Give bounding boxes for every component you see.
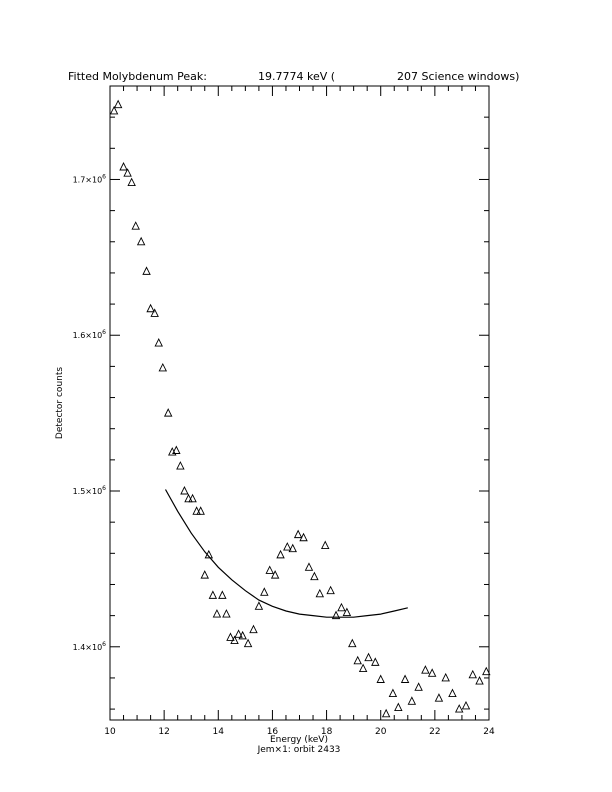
data-point (327, 587, 334, 594)
data-point (442, 674, 449, 681)
data-point (181, 487, 188, 494)
data-point (138, 238, 145, 245)
y-tick-labels (73, 173, 107, 651)
plot-frame (110, 86, 489, 720)
x-tick-label: 10 (104, 727, 116, 737)
data-point (223, 610, 230, 617)
x-tick-label: 24 (483, 727, 495, 737)
data-point (402, 675, 409, 682)
data-point (295, 531, 302, 538)
data-point (383, 710, 390, 717)
x-tick-label: 18 (320, 727, 333, 737)
chart-title-3: 207 Science windows) (397, 70, 520, 83)
data-point (422, 666, 429, 673)
data-point (429, 669, 436, 676)
x-tick-label: 20 (374, 727, 387, 737)
data-point (115, 101, 122, 108)
data-point (311, 573, 318, 580)
data-point (165, 409, 172, 416)
data-point (250, 626, 257, 633)
chart-title-1: Fitted Molybdenum Peak: (68, 70, 207, 83)
data-point (277, 551, 284, 558)
data-point (266, 566, 273, 573)
chart-title-2: 19.7774 keV ( (258, 70, 336, 83)
data-point (338, 604, 345, 611)
data-point (173, 447, 180, 454)
y-tick-label: $1.6\times 10^6$ (72, 329, 106, 341)
data-point (469, 671, 476, 678)
data-point (159, 364, 166, 371)
x-tick-label: 14 (212, 727, 225, 737)
data-point (201, 571, 208, 578)
data-point (305, 563, 312, 570)
axis-ticks (110, 86, 489, 720)
data-point (349, 640, 356, 647)
data-point (235, 630, 242, 637)
data-point (476, 677, 483, 684)
data-point (462, 702, 469, 709)
x-axis-label: Energy (keV) (270, 735, 328, 745)
data-point (456, 705, 463, 712)
data-point (389, 690, 396, 697)
data-point (209, 591, 216, 598)
x-tick-label: 22 (429, 727, 441, 737)
data-point (155, 339, 162, 346)
data-point (449, 690, 456, 697)
data-point (354, 657, 361, 664)
data-point (219, 591, 226, 598)
data-point (360, 665, 367, 672)
data-point (322, 542, 329, 549)
y-axis-label: Detector counts (55, 366, 65, 440)
data-point (395, 704, 402, 711)
data-point (284, 543, 291, 550)
data-point (132, 222, 139, 229)
x-tick-label: 12 (158, 727, 170, 737)
chart-subtitle: Jem×1: orbit 2433 (257, 745, 341, 755)
data-point (408, 697, 415, 704)
data-point (213, 610, 220, 617)
y-tick-label: $1.5\times 10^6$ (72, 485, 106, 497)
y-tick-label: $1.7\times 10^6$ (72, 173, 106, 185)
data-point (435, 694, 442, 701)
data-point (372, 658, 379, 665)
y-tick-label: $1.4\times 10^6$ (72, 640, 106, 652)
data-point (377, 675, 384, 682)
x-tick-label: 16 (266, 727, 279, 737)
data-point (261, 588, 268, 595)
data-point (147, 305, 154, 312)
data-point (143, 267, 150, 274)
data-point (177, 462, 184, 469)
data-points (111, 101, 490, 717)
data-point (415, 683, 422, 690)
data-point (151, 309, 158, 316)
data-point (365, 654, 372, 661)
data-point (120, 163, 127, 170)
data-point (255, 602, 262, 609)
data-point (245, 640, 252, 647)
data-point (128, 179, 135, 186)
data-point (316, 590, 323, 597)
